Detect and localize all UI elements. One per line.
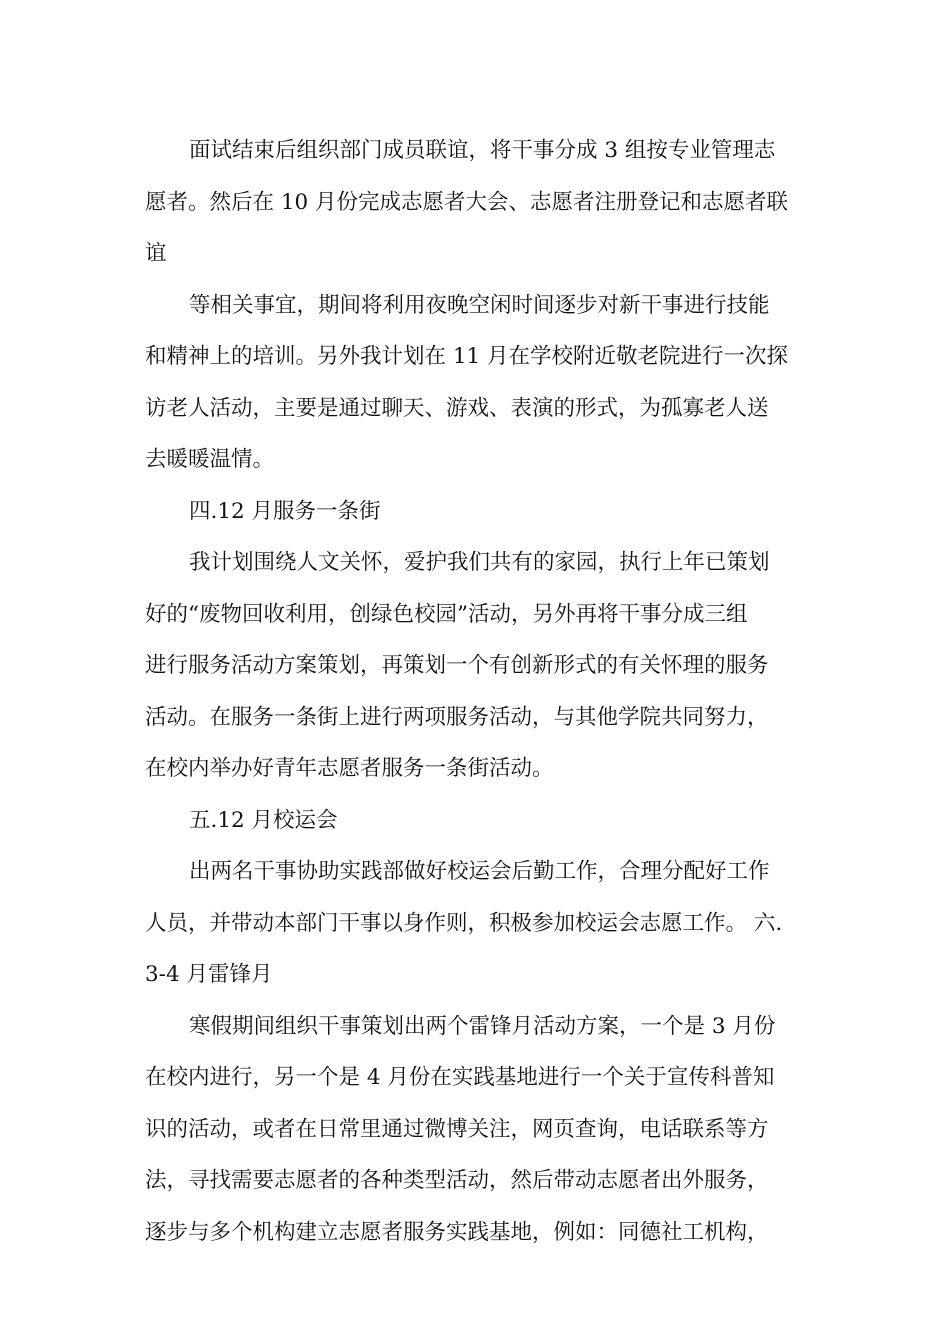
document-body: [145, 125, 815, 1258]
text-line: 活动。在服务一条街上进行两项服务活动，与其他学院共同努力，: [145, 704, 769, 730]
section-heading: 五.12 月校运会: [189, 807, 338, 833]
text-line: 3-4 月雷锋月: [145, 962, 273, 987]
text-line: 在校内进行，另一个是 4 月份在实践基地进行一个关于宣传科普知: [145, 1065, 775, 1090]
text-line: 法，寻找需要志愿者的各种类型活动，然后带动志愿者出外服务，: [145, 1168, 769, 1193]
text-line: 人员，并带动本部门干事以身作则，积极参加校运会志愿工作。 六.: [145, 910, 783, 936]
text-line: 谊: [145, 241, 167, 266]
text-line: 寒假期间组织干事策划出两个雷锋月活动方案，一个是 3 月份: [189, 1013, 776, 1039]
text-line: 在校内举办好青年志愿者服务一条街活动。: [145, 756, 554, 781]
text-line: 去暖暖温情。: [145, 447, 275, 472]
section-heading: 四.12 月服务一条街: [189, 498, 381, 524]
text-line: 我计划围绕人文关怀，爱护我们共有的家园，执行上年已策划: [189, 550, 770, 575]
text-line: 逐步与多个机构建立志愿者服务实践基地，例如：同德社工机构，: [145, 1219, 769, 1245]
text-line: 等相关事宜，期间将利用夜晚空闲时间逐步对新干事进行技能: [189, 292, 770, 318]
text-line: 面试结束后组织部门成员联谊，将干事分成 3 组按专业管理志: [189, 138, 776, 163]
text-line: 进行服务活动方案策划，再策划一个有创新形式的有关怀理的服务: [145, 653, 769, 678]
text-line: 识的活动，或者在日常里通过微博关注，网页查询，电话联系等方: [145, 1116, 769, 1142]
text-line: 好的“废物回收利用，创绿色校园”活动，另外再将干事分成三组: [145, 601, 748, 627]
text-line: 访老人活动，主要是通过聊天、游戏、表演的形式，为孤寡老人送: [145, 395, 769, 421]
text-line: 出两名干事协助实践部做好校运会后勤工作，合理分配好工作: [189, 859, 770, 884]
text-line: 和精神上的培训。另外我计划在 11 月在学校附近敬老院进行一次探: [145, 344, 789, 369]
text-line: 愿者。然后在 10 月份完成志愿者大会、志愿者注册登记和志愿者联: [145, 189, 789, 215]
